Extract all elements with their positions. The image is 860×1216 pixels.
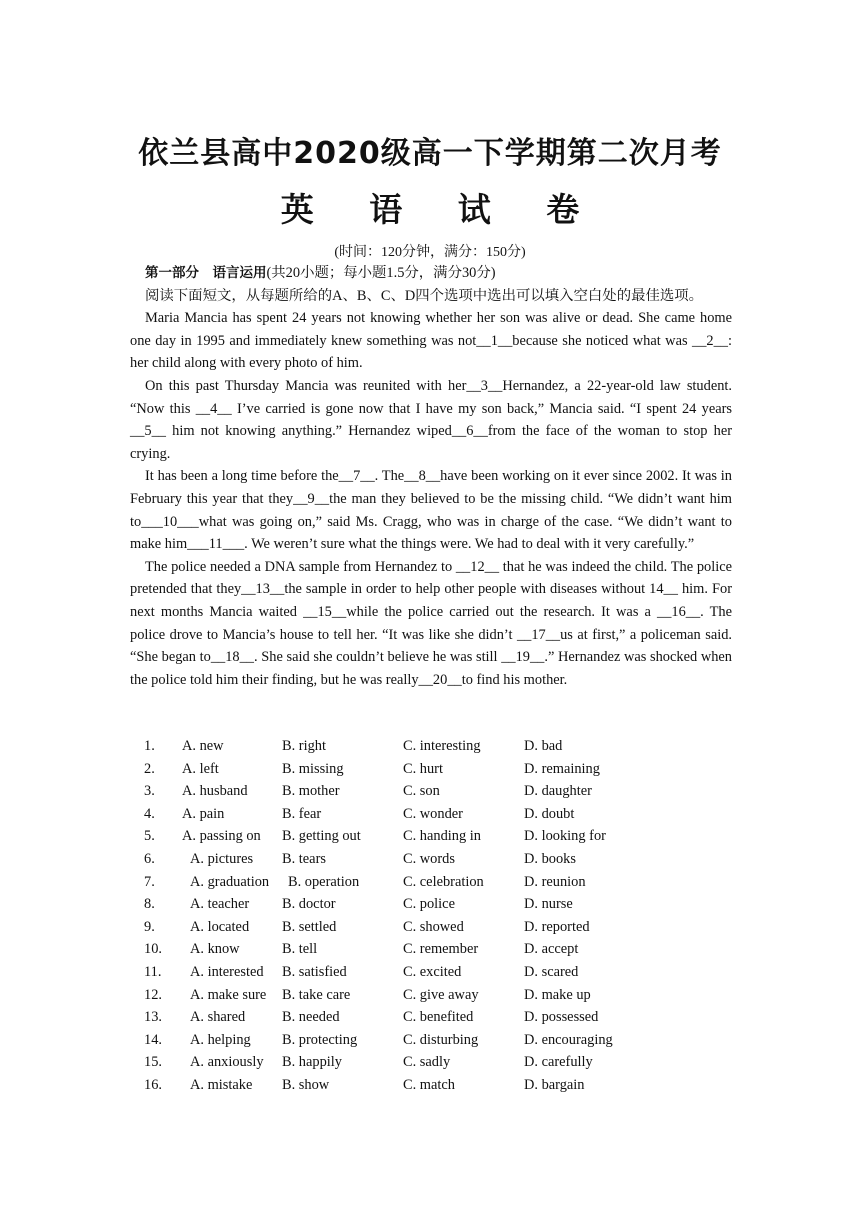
option-d: D. remaining: [524, 760, 600, 777]
question-number: 13.: [144, 1009, 162, 1026]
option-d: D. daughter: [524, 783, 592, 800]
option-b: B. tears: [282, 850, 326, 867]
question-number: 16.: [144, 1076, 162, 1093]
passage-paragraph-4: The police needed a DNA sample from Hernandez to __12__ that he was indeed the child. The police pretended that they__13__the sample in order to help other people with diseases without 14__ him. For next months Mancia waited __15__while the police carried out the research. It was a __16__. The police drove to Mancia’s house to tell her. “It was like she didn’t __17__us at first,” a policeman said. “She began to__18__. She said she couldn’t believe he was still __19__.” Hernandez was shocked when the police told him their finding, but he was really__20__to find his mother.: [130, 558, 732, 688]
option-c: C. showed: [403, 918, 464, 935]
question-number: 15.: [144, 1054, 162, 1071]
option-a: A. passing on: [182, 828, 261, 845]
option-d: D. reported: [524, 918, 590, 935]
option-c: C. match: [403, 1076, 455, 1093]
option-b: B. settled: [282, 918, 337, 935]
question-row: [130, 916, 750, 939]
option-b: B. mother: [282, 783, 340, 800]
question-number: 6.: [144, 850, 155, 867]
option-b: B. fear: [282, 805, 322, 822]
option-b: B. needed: [282, 1009, 340, 1026]
option-b: B. tell: [282, 941, 318, 958]
option-d: D. make up: [524, 986, 591, 1003]
option-d: D. accept: [524, 941, 579, 958]
question-row: [130, 735, 750, 758]
option-a: A. pictures: [190, 850, 254, 867]
question-number: 14.: [144, 1031, 162, 1048]
section-heading: [130, 262, 732, 285]
option-a: A. anxiously: [190, 1054, 264, 1071]
option-b: B. take care: [282, 986, 351, 1003]
subject-title: 英 语 试 卷: [280, 190, 602, 229]
option-c: C. interesting: [403, 738, 481, 754]
option-c: C. words: [403, 850, 455, 867]
option-c: C. remember: [403, 941, 479, 958]
question-number: 7.: [144, 873, 155, 890]
option-d: D. bargain: [524, 1076, 585, 1093]
option-a: A. graduation: [190, 873, 270, 890]
option-a: A. new: [182, 738, 224, 754]
option-c: C. police: [403, 896, 455, 913]
option-b: B. doctor: [282, 896, 336, 913]
question-row: [130, 871, 750, 894]
option-b: B. getting out: [282, 828, 361, 845]
exam-title: 依兰县高中2020级高一下学期第二次月考: [138, 136, 722, 171]
option-a: A. helping: [190, 1031, 251, 1048]
option-a: A. teacher: [190, 896, 250, 913]
question-row: [130, 984, 750, 1007]
option-c: C. son: [403, 783, 440, 800]
option-a: A. left: [182, 760, 219, 777]
passage-paragraph-3: It has been a long time before the__7__. The__8__have been working on it ever since 2002. It was in February this year that they__9__the man they believed to be the missing child. “We didn’t want him to___10___what was going on,” said Ms. Cragg, who was in charge of the case. “We didn’t want to make him___11___. We weren’t sure what the things were. We had to deal with it very carefully.”: [130, 468, 732, 553]
option-a: A. interested: [190, 963, 264, 980]
question-row: [130, 1074, 750, 1097]
option-a: A. located: [190, 918, 250, 935]
option-d: D. bad: [524, 738, 563, 754]
option-a: A. make sure: [190, 986, 267, 1003]
option-b: B. satisfied: [282, 963, 347, 980]
question-row: [130, 803, 750, 826]
option-c: C. excited: [403, 963, 462, 980]
question-number: 9.: [144, 918, 155, 935]
question-number: 11.: [144, 963, 162, 980]
exam-body: [130, 262, 732, 691]
option-b: B. right: [282, 738, 326, 754]
option-a: A. husband: [182, 783, 248, 800]
option-c: C. handing in: [403, 828, 481, 845]
question-number: 3.: [144, 783, 155, 800]
option-a: A. pain: [182, 805, 225, 822]
option-d: D. scared: [524, 963, 579, 980]
option-b: B. protecting: [282, 1031, 358, 1048]
question-number: 10.: [144, 941, 162, 958]
exam-info: (时间：120分钟，满分：150分): [334, 245, 526, 260]
option-c: C. wonder: [403, 805, 463, 822]
option-d: D. looking for: [524, 828, 606, 845]
question-row: [130, 758, 750, 781]
option-c: C. benefited: [403, 1009, 474, 1026]
option-d: D. nurse: [524, 896, 573, 913]
option-c: C. hurt: [403, 760, 443, 777]
option-d: D. encouraging: [524, 1031, 613, 1048]
question-number: 8.: [144, 896, 155, 913]
question-number: 2.: [144, 760, 155, 777]
question-row: [130, 1051, 750, 1074]
question-number: 12.: [144, 986, 162, 1003]
section-detail: (共20小题；每小题1.5分，满分30分): [266, 265, 496, 281]
section-part: 第一部分 语言运用: [145, 265, 267, 281]
question-row: [130, 1006, 750, 1029]
question-row: [130, 848, 750, 871]
option-c: C. give away: [403, 986, 479, 1003]
question-row: [130, 780, 750, 803]
question-number: 5.: [144, 828, 155, 845]
question-options-list: [130, 735, 750, 1097]
passage-paragraph-1: Maria Mancia has spent 24 years not knowing whether her son was alive or dead. She came home one day in 1995 and immediately knew something was not__1__because she noticed what was __2__: her child along with every photo of him.: [130, 310, 732, 372]
option-a: A. shared: [190, 1009, 246, 1026]
option-d: D. books: [524, 850, 576, 867]
option-a: A. know: [190, 941, 240, 958]
option-d: D. reunion: [524, 873, 586, 890]
option-d: D. doubt: [524, 805, 575, 822]
question-number: 1.: [144, 738, 155, 754]
option-c: C. celebration: [403, 873, 484, 890]
option-c: C. disturbing: [403, 1031, 479, 1048]
question-row: [130, 938, 750, 961]
option-b: B. operation: [288, 873, 360, 890]
option-a: A. mistake: [190, 1076, 253, 1093]
instructions: 阅读下面短文，从每题所给的A、B、C、D四个选项中选出可以填入空白处的最佳选项。: [145, 287, 704, 304]
passage-paragraph-2: On this past Thursday Mancia was reunited with her__3__Hernandez, a 22-year-old law student. “Now this __4__ I’ve carried is gone now that I have my son back,” Mancia said. “I spent 24 years __5__ him not knowing anything.” Hernandez wiped__6__from the face of the woman to stop her crying.: [130, 377, 732, 462]
question-row: [130, 1029, 750, 1052]
option-d: D. carefully: [524, 1054, 593, 1071]
question-row: [130, 893, 750, 916]
option-b: B. missing: [282, 760, 344, 777]
option-c: C. sadly: [403, 1054, 451, 1071]
question-number: 4.: [144, 805, 155, 822]
option-b: B. happily: [282, 1054, 342, 1071]
option-b: B. show: [282, 1076, 330, 1093]
question-row: [130, 961, 750, 984]
question-row: [130, 825, 750, 848]
option-d: D. possessed: [524, 1009, 599, 1026]
